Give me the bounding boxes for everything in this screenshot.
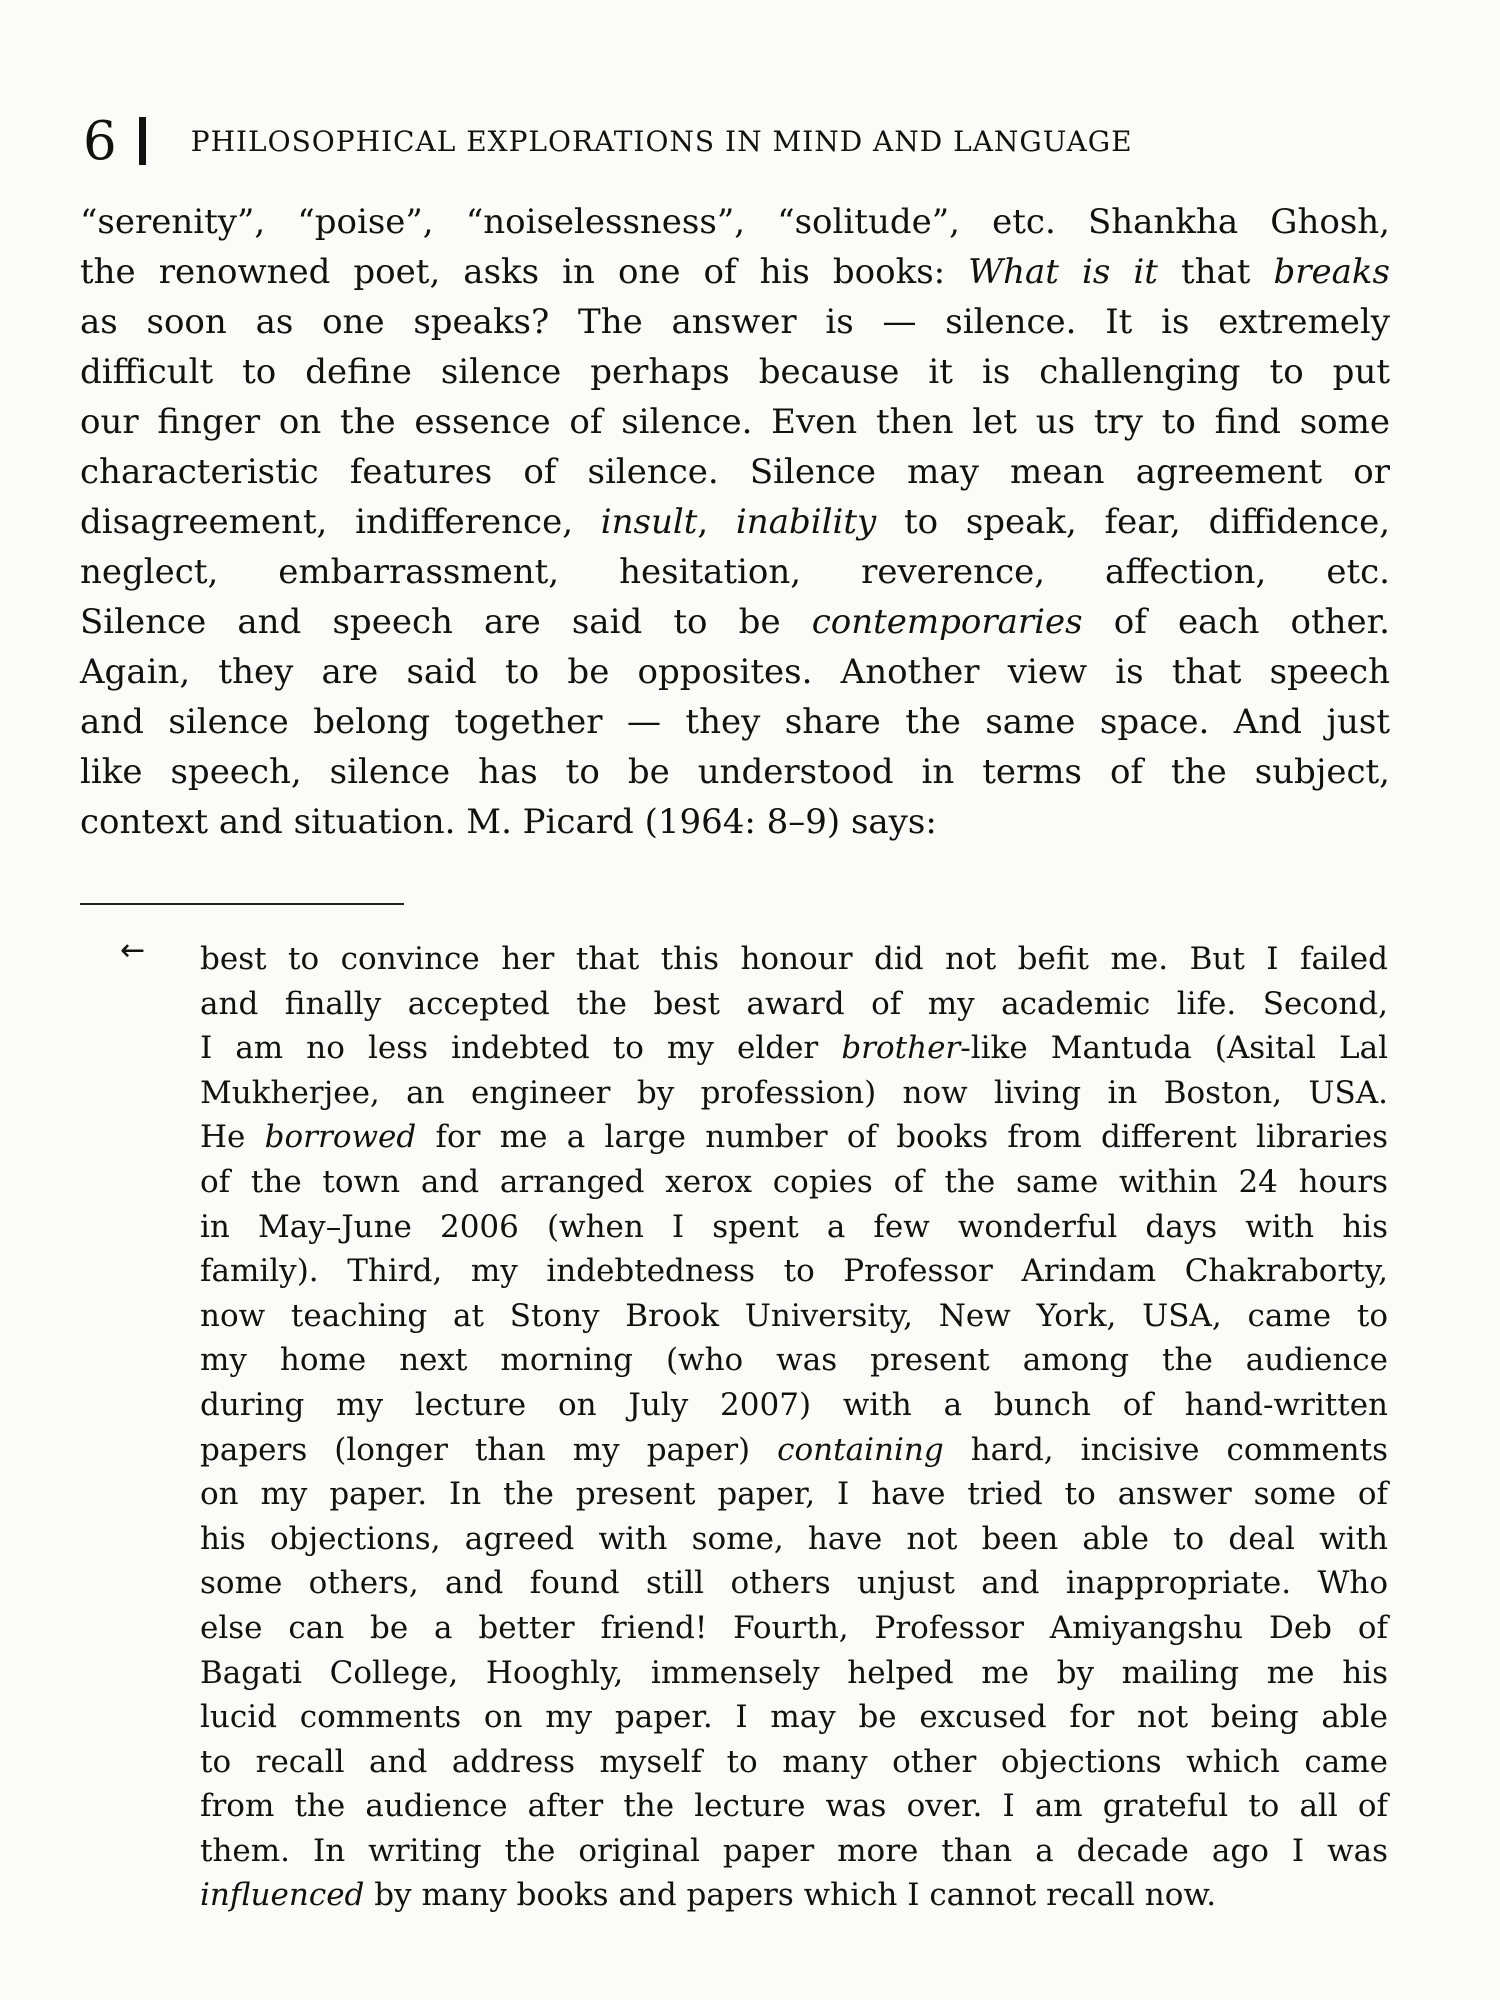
body-text-line (80, 797, 1390, 847)
body-text-line (80, 197, 1390, 247)
footnote-line (200, 1249, 1388, 1294)
text-run: Silence and speech are said to be (80, 602, 812, 642)
footnote-line (200, 982, 1388, 1027)
footnote-line (200, 1561, 1388, 1606)
text-run: Mukherjee, an engineer by profession) now living in Boston, USA. (200, 1074, 1388, 1111)
footnote-line (200, 1428, 1388, 1473)
footnote-line (200, 1517, 1388, 1562)
body-text-line (80, 697, 1390, 747)
footnote-line (200, 1651, 1388, 1696)
italic-text: What is it (968, 252, 1158, 292)
text-run: papers (longer than my paper) (200, 1431, 778, 1468)
italic-text: contemporaries (811, 602, 1083, 642)
text-run: Bagati College, Hooghly, immensely helped me by mailing me his (200, 1654, 1388, 1691)
text-run: by many books and papers which I cannot recall now. (364, 1877, 1217, 1914)
text-run: “serenity”, “poise”, “noiselessness”, “solitude”, etc. Shankha Ghosh, (80, 202, 1390, 242)
text-run: family). Third, my indebtedness to Professor Arindam Chakraborty, (200, 1253, 1388, 1290)
body-text-line (80, 397, 1390, 447)
text-run: else can be a better friend! Fourth, Professor Amiyangshu Deb of (200, 1609, 1388, 1646)
body-text-line (80, 247, 1390, 297)
text-run: of each other. (1082, 602, 1390, 642)
text-run: and silence belong together — they share the same space. And just (80, 702, 1390, 742)
footnote-line (200, 1829, 1388, 1874)
footnote-line (200, 1784, 1388, 1829)
text-run: characteristic features of silence. Silence may mean agreement or (80, 452, 1390, 492)
text-run: context and situation. M. Picard (1964: 8–9) says: (80, 802, 937, 842)
footnote-text (200, 937, 1388, 1918)
footnote-continued-arrow-icon: ← (120, 933, 146, 968)
body-text (80, 197, 1390, 847)
text-run: some others, and found still others unjust and inappropriate. Who (200, 1565, 1388, 1602)
text-run: our finger on the essence of silence. Even then let us try to find some (80, 402, 1390, 442)
footnote-line (200, 1472, 1388, 1517)
body-text-line (80, 547, 1390, 597)
text-run: of the town and arranged xerox copies of the same within 24 hours (200, 1163, 1388, 1200)
text-run: and finally accepted the best award of my academic life. Second, (200, 985, 1388, 1022)
italic-text: brother (841, 1030, 961, 1067)
page-header (83, 106, 1403, 176)
text-run: during my lecture on July 2007) with a bunch of hand-written (200, 1386, 1388, 1423)
italic-text: influenced (200, 1877, 365, 1914)
footnote-line (200, 1695, 1388, 1740)
text-run: disagreement, indifference, (80, 502, 601, 542)
text-run: Again, they are said to be opposites. Another view is that speech (80, 652, 1390, 692)
text-run: neglect, embarrassment, hesitation, reverence, affection, etc. (80, 552, 1390, 592)
footnote-line (200, 1160, 1388, 1205)
text-run: to recall and address myself to many other objections which came (200, 1743, 1388, 1780)
text-run: for me a large number of books from different libraries (416, 1119, 1388, 1156)
text-run: -like Mantuda (Asital Lal (960, 1030, 1388, 1067)
footnote-line (200, 1873, 1388, 1918)
text-run: best to convince her that this honour did not befit me. But I failed (200, 941, 1388, 977)
footnote-line (200, 1205, 1388, 1250)
text-run: his objections, agreed with some, have not been able to deal with (200, 1520, 1388, 1557)
header-divider-bar (139, 117, 146, 165)
page-number: 6 (83, 110, 117, 172)
footnote-line (200, 1115, 1388, 1160)
footnote-line (200, 1026, 1388, 1071)
footnote-line (200, 1740, 1388, 1785)
footnote-rule (80, 903, 404, 905)
footnote-line (200, 1383, 1388, 1428)
text-run: to speak, fear, diffidence, (876, 502, 1390, 542)
text-run: hard, incisive comments (943, 1431, 1389, 1468)
body-text-line (80, 297, 1390, 347)
footnote-line (200, 1071, 1388, 1116)
text-run: them. In writing the original paper more than a decade ago I was (200, 1832, 1388, 1869)
text-run: lucid comments on my paper. I may be excused for not being able (200, 1699, 1388, 1736)
text-run: like speech, silence has to be understood in terms of the subject, (80, 752, 1390, 792)
italic-text: inability (735, 502, 877, 542)
body-text-line (80, 347, 1390, 397)
text-run: in May–June 2006 (when I spent a few wonderful days with his (200, 1208, 1388, 1245)
body-text-line (80, 647, 1390, 697)
footnote-line (200, 1606, 1388, 1651)
text-run: from the audience after the lecture was over. I am grateful to all of (200, 1788, 1388, 1825)
body-text-line (80, 597, 1390, 647)
text-run: now teaching at Stony Brook University, New York, USA, came to (200, 1297, 1388, 1334)
text-run: that (1157, 252, 1274, 292)
text-run: on my paper. In the present paper, I have tried to answer some of (200, 1476, 1388, 1513)
italic-text: breaks (1273, 252, 1390, 292)
body-text-line (80, 497, 1390, 547)
text-run: my home next morning (who was present among the audience (200, 1342, 1388, 1379)
text-run: I am no less indebted to my elder (200, 1030, 842, 1067)
footnote-line (200, 937, 1388, 982)
footnote-line (200, 1294, 1388, 1339)
italic-text: borrowed (264, 1119, 417, 1156)
text-run: the renowned poet, asks in one of his books: (80, 252, 969, 292)
body-text-line (80, 447, 1390, 497)
body-text-line (80, 747, 1390, 797)
text-run: difficult to define silence perhaps because it is challenging to put (80, 352, 1390, 392)
text-run: , (697, 502, 736, 542)
footnote-line (200, 1338, 1388, 1383)
text-run: He (200, 1119, 265, 1156)
italic-text: insult (600, 502, 698, 542)
running-head: PHILOSOPHICAL EXPLORATIONS IN MIND AND LANGUAGE (190, 124, 1133, 158)
italic-text: containing (777, 1431, 944, 1468)
text-run: as soon as one speaks? The answer is — silence. It is extremely (80, 302, 1390, 342)
